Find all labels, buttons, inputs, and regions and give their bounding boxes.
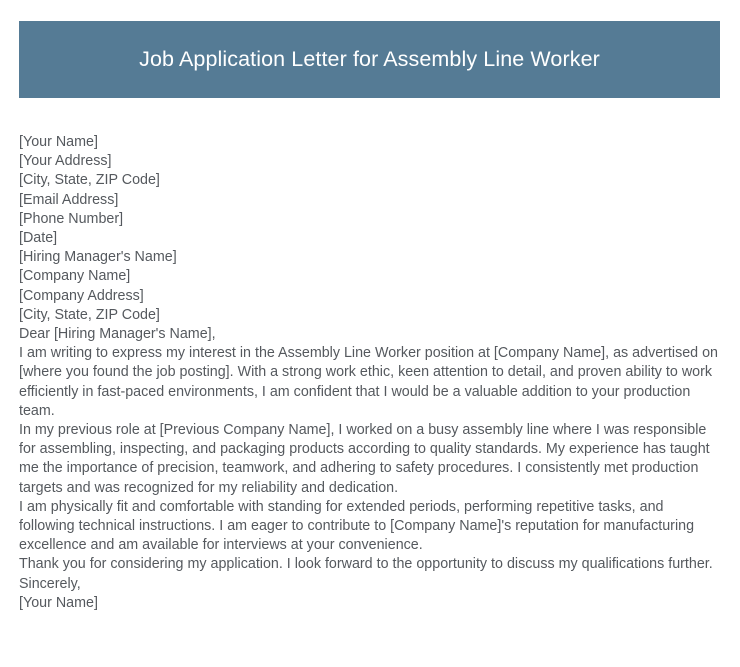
body-paragraph-3: I am physically fit and comfortable with standing for extended periods, performing repetitive tasks, and following technical instructions. I am eager to contribute to [Company Name]'s reputation for manufacturing excellence and am available for interviews at your convenience. (19, 498, 695, 554)
sender-line-city-state-zip: [City, State, ZIP Code] (19, 172, 160, 189)
sender-line-your-name: [Your Name] (19, 134, 98, 150)
recipient-line-company-address: [Company Address] (19, 287, 144, 304)
sender-address-block (19, 133, 723, 248)
letter-body (19, 133, 723, 613)
recipient-address-block (19, 248, 723, 325)
body-paragraph-1: I am writing to express my interest in the Assembly Line Worker position at [Company Name], as advertised on [where you found the job posting]. With a strong work ethic, keen attention to detail, and proven ability to work efficiently in fast-paced environments, I am confident that I would be a valuable addition to your production team. (19, 345, 718, 419)
page-title: Job Application Letter for Assembly Line Worker (139, 46, 600, 71)
body-paragraph-2: In my previous role at [Previous Company Name], I worked on a busy assembly line where I was responsible for assembling, inspecting, and packaging products according to quality standards. My experience has taught me the importance of precision, teamwork, and adhering to safety procedures. I consistently met production targets and was recognized for my reliability and dedication. (19, 422, 710, 496)
sender-line-phone: [Phone Number] (19, 210, 124, 227)
closing-salutation: Sincerely, (19, 575, 81, 592)
body-paragraph-4: Thank you for considering my application. I look forward to the opportunity to discuss my qualifications further. (19, 556, 713, 573)
recipient-line-city-state-zip: [City, State, ZIP Code] (19, 306, 160, 323)
salutation: Dear [Hiring Manager's Name], (19, 326, 216, 343)
recipient-line-company-name: [Company Name] (19, 268, 131, 285)
sender-line-email: [Email Address] (19, 191, 119, 208)
sender-line-your-address: [Your Address] (19, 153, 112, 170)
recipient-line-hiring-manager: [Hiring Manager's Name] (19, 249, 177, 266)
document-header-banner (19, 21, 720, 98)
sender-line-date: [Date] (19, 230, 58, 247)
signature-name: [Your Name] (19, 594, 98, 611)
